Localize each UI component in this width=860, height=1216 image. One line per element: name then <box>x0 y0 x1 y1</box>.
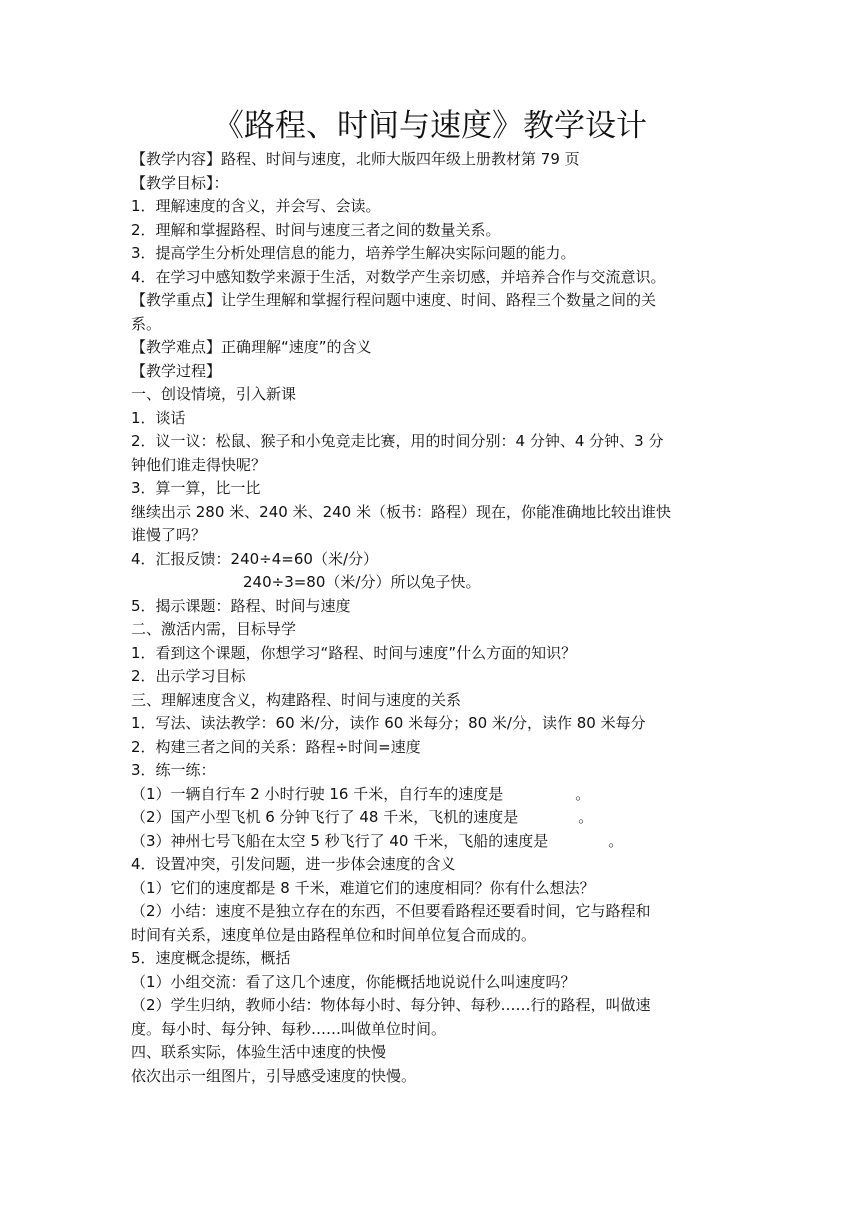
step-3-5-1: （1）小组交流：看了这几个速度，你能概括地说说什么叫速度吗？ <box>131 972 576 991</box>
step-1-1: 1．谈话 <box>131 408 186 427</box>
step-3-3: 3．练一练： <box>131 761 216 779</box>
step-3-4-2-line-1: （2）小结：速度不是独立存在的东西，不但要看路程还要看时间，它与路程和 <box>131 902 651 920</box>
exercise-2-end: 。 <box>578 808 594 826</box>
step-3-5: 5．速度概念提练，概括 <box>131 949 291 967</box>
step-2-2: 2．出示学习目标 <box>131 667 246 685</box>
section-3-heading: 三、理解速度含义，构建路程、时间与速度的关系 <box>131 690 462 709</box>
step-1-3: 3．算一算，比一比 <box>131 479 261 497</box>
step-1-4-line-2: 240÷3=80（米/分）所以兔子快。 <box>243 573 481 591</box>
step-3-4-2-line-2: 时间有关系，速度单位是由路程单位和时间单位复合而成的。 <box>131 925 537 944</box>
step-1-3-detail-line-2: 谁慢了吗？ <box>131 526 207 544</box>
exercise-2 <box>131 806 737 830</box>
document-title: 《路程、时间与速度》教学设计 <box>213 108 647 144</box>
section-1-heading: 一、创设情境，引入新课 <box>131 385 297 403</box>
section-2-heading: 二、激活内需，目标导学 <box>131 620 297 638</box>
step-3-5-2-line-2: 度。每小时、每分钟、每秒……叫做单位时间。 <box>131 1019 447 1038</box>
step-1-2-line-2: 钟他们谁走得快呢？ <box>131 455 267 474</box>
step-1-2-line-1: 2．议一议：松鼠、猴子和小兔竞走比赛，用的时间分别：4 分钟、4 分钟、3 分 <box>131 432 664 450</box>
exercise-3-end: 。 <box>608 831 624 850</box>
step-1-4-line-1: 4．汇报反馈：240÷4=60（米/分） <box>131 549 378 568</box>
exercise-3 <box>131 830 737 854</box>
document-body <box>131 148 737 1088</box>
section-4-text: 依次出示一组图片，引导感受速度的快慢。 <box>131 1066 417 1085</box>
step-3-5-2-line-1: （2）学生归纳，教师小结：物体每小时、每分钟、每秒……行的路程，叫做速 <box>131 996 651 1014</box>
teaching-goals-heading: 【教学目标】： <box>131 173 229 192</box>
teaching-process-heading: 【教学过程】 <box>131 361 222 380</box>
step-3-1: 1．写法、读法教学：60 米/分，读作 60 米每分；80 米/分，读作 80 米每分 <box>131 714 646 732</box>
teaching-focus-line-1: 【教学重点】让学生理解和掌握行程问题中速度、时间、路程三个数量之间的关 <box>131 291 657 309</box>
step-3-4: 4．设置冲突，引发问题，进一步体会速度的含义 <box>131 855 456 873</box>
exercise-1-text: （1）一辆自行车 2 小时行驶 16 千米，自行车的速度是 <box>131 784 504 803</box>
section-4-heading: 四、联系实际，体验生活中速度的快慢 <box>131 1043 387 1061</box>
step-1-3-detail-line-1: 继续出示 280 米、240 米、240 米（板书：路程）现在，你能准确地比较出谁快 <box>131 502 671 521</box>
goal-item-3: 3．提高学生分析处理信息的能力，培养学生解决实际问题的能力。 <box>131 244 576 262</box>
goal-item-1: 1．理解速度的含义，并会写、会读。 <box>131 197 381 215</box>
teaching-content-line: 【教学内容】路程、时间与速度，北师大版四年级上册教材第 79 页 <box>131 150 580 168</box>
teaching-difficulty-line: 【教学难点】正确理解“速度”的含义 <box>131 338 372 356</box>
teaching-focus-line-2: 系。 <box>131 314 162 333</box>
exercise-2-text: （2）国产小型飞机 6 分钟飞行了 48 千米，飞机的速度是 <box>131 808 519 826</box>
exercise-3-text: （3）神州七号飞船在太空 5 秒飞行了 40 千米，飞船的速度是 <box>131 831 549 850</box>
goal-item-4: 4．在学习中感知数学来源于生活，对数学产生亲切感，并培养合作与交流意识。 <box>131 267 666 286</box>
goal-item-2: 2．理解和掌握路程、时间与速度三者之间的数量关系。 <box>131 220 501 239</box>
step-3-2: 2．构建三者之间的关系：路程÷时间=速度 <box>131 737 421 756</box>
exercise-1-end: 。 <box>575 784 591 803</box>
exercise-1 <box>131 783 737 807</box>
step-2-1: 1．看到这个课题，你想学习“路程、时间与速度”什么方面的知识？ <box>131 643 577 662</box>
step-1-5: 5．揭示课题：路程、时间与速度 <box>131 596 351 615</box>
step-3-4-1: （1）它们的速度都是 8 千米，难道它们的速度相同？你有什么想法？ <box>131 878 595 897</box>
